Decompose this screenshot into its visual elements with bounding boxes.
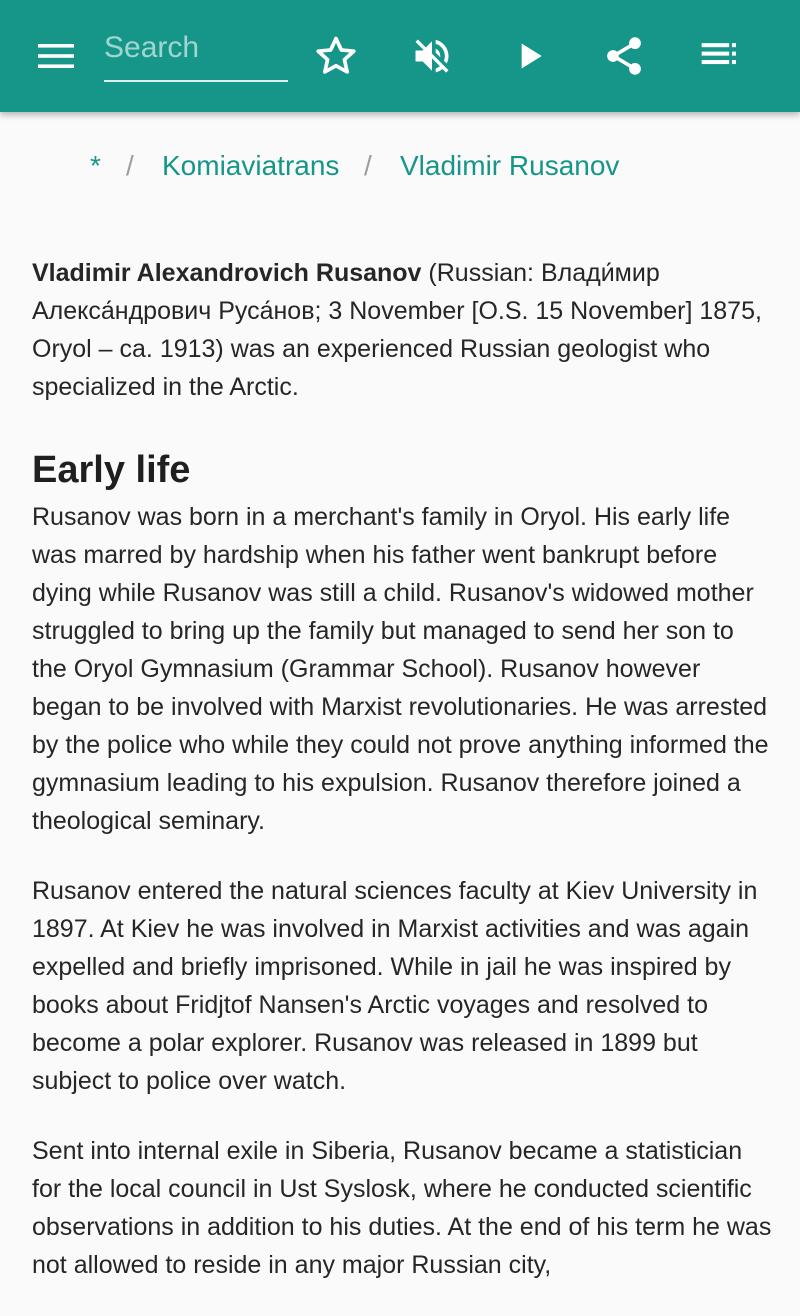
hamburger-menu-icon[interactable] [28, 28, 84, 84]
star-outline-icon[interactable] [308, 28, 364, 84]
intro-text: (Russian: Влади́мир Алекса́ндрович Руса́нов; 3 November [O.S. 15 November] 1875, Oryol – ca. 1913) was an experienced Russian geologist who specialized in the Arctic. [32, 259, 762, 401]
volume-off-icon[interactable] [404, 28, 460, 84]
breadcrumb-current[interactable]: Vladimir Rusanov [400, 150, 620, 181]
breadcrumb [0, 140, 800, 192]
playlist-icon[interactable] [692, 28, 748, 84]
article-paragraph: Rusanov was born in a merchant's family in Oryol. His early life was marred by hardship when his father went bankrupt before dying while Rusanov was still a child. Rusanov's widowed mother struggled to bring up the family but managed to send her son to the Oryol Gymnasium (Grammar School). Rusanov however began to be involved with Marxist revolutionaries. He was arrested by the police who while they could not prove anything informed the gymnasium leading to his expulsion. Rusanov therefore joined a theological seminary. [32, 503, 769, 835]
search-field[interactable] [104, 24, 288, 82]
article-body [32, 254, 772, 1316]
share-icon[interactable] [596, 28, 652, 84]
breadcrumb-separator: / [126, 150, 134, 181]
search-input[interactable] [104, 24, 288, 72]
breadcrumb-separator: / [364, 150, 372, 181]
app-toolbar [0, 0, 800, 112]
subject-name: Vladimir Alexandrovich Rusanov [32, 259, 422, 287]
article-paragraph: Rusanov entered the natural sciences faculty at Kiev University in 1897. At Kiev he was involved in Marxist activities and was again expelled and briefly imprisoned. While in jail he was inspired by books about Fridjtof Nansen's Arctic voyages and resolved to become a polar explorer. Rusanov was released in 1899 but subject to police over watch. [32, 877, 758, 1095]
section-heading: Early life [32, 449, 191, 491]
breadcrumb-root[interactable]: * [90, 150, 101, 181]
breadcrumb-category[interactable]: Komiaviatrans [162, 150, 340, 181]
article-paragraph: Sent into internal exile in Siberia, Rusanov became a statistician for the local council in Ust Syslosk, where he conducted scientific observations in addition to his duties. At the end of his term he was not allowed to reside in any major Russian city, [32, 1137, 772, 1279]
intro-paragraph [32, 254, 772, 406]
play-icon[interactable] [502, 28, 558, 84]
